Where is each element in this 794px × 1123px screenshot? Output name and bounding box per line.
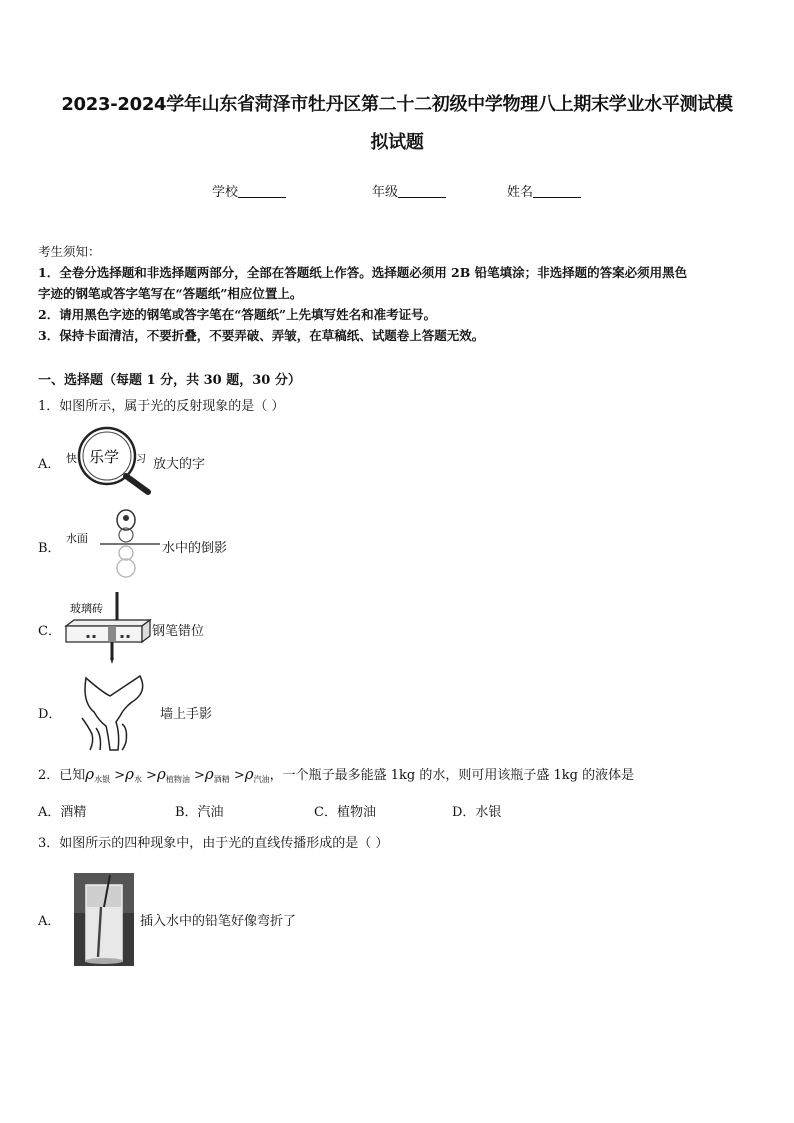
- rho-sub-mercury: 水银: [94, 775, 111, 784]
- q2-option-d[interactable]: D．水银: [452, 805, 502, 820]
- fig-text-lexue: 乐学: [89, 448, 120, 466]
- question-2-stem: [38, 764, 634, 785]
- rho-symbol: ρ: [125, 765, 134, 783]
- grade-label: 年级: [372, 185, 399, 200]
- q1-option-b-letter[interactable]: B．: [38, 541, 61, 556]
- exam-title-line2: 拟试题: [370, 132, 424, 153]
- exam-title-line1: 2023-2024学年山东省菏泽市牡丹区第二十二初级中学物理八上期末学业水平测试模: [61, 94, 733, 115]
- hand-shadow-figure: [62, 672, 162, 752]
- rho-sub-oil: 植物油: [165, 775, 190, 784]
- glass-brick-figure: [62, 590, 152, 664]
- question-1-stem: 1．如图所示，属于光的反射现象的是（ ）: [38, 399, 285, 414]
- notice-item: 1．全卷分选择题和非选择题两部分，全部在答题纸上作答。选择题必须用 2B 铅笔填涂；非选择题的答案必须用黑色: [38, 265, 688, 280]
- q2-suffix: ，一个瓶子最多能盛 1kg 的水，则可用该瓶子盛 1kg 的液体是: [269, 768, 635, 783]
- exam-notice: [38, 241, 758, 346]
- school-label: 学校: [212, 185, 239, 200]
- svg-text:▪ ▪: ▪ ▪: [86, 633, 97, 640]
- notice-heading: 考生须知：: [38, 244, 101, 259]
- rho-symbol: ρ: [85, 765, 95, 783]
- water-reflection-figure: [62, 504, 162, 580]
- notice-item: 字迹的钢笔或答字笔写在“答题纸”相应位置上。: [38, 286, 303, 301]
- pencil-in-water-photo: [74, 873, 134, 966]
- q3-option-a-caption: 插入水中的铅笔好像弯折了: [140, 914, 297, 929]
- q2-prefix: 2．已知: [38, 768, 86, 783]
- rho-sub-water: 水: [133, 775, 142, 784]
- gt-sign: >: [233, 768, 245, 783]
- magnifier-figure: [62, 424, 152, 496]
- fig-text-glass-brick: 玻璃砖: [70, 602, 103, 615]
- q1-option-a-caption: 放大的字: [153, 457, 206, 472]
- fig-text-water-surface: 水面: [66, 532, 88, 545]
- fig-text-xi: 习: [136, 454, 146, 465]
- rho-symbol: ρ: [244, 765, 254, 783]
- question-3-stem: 3．如图所示的四种现象中，由于光的直线传播形成的是（ ）: [38, 836, 389, 851]
- notice-item: 2．请用黑色字迹的钢笔或答字笔在“答题纸”上先填写姓名和准考证号。: [38, 307, 437, 322]
- section-title: 一、选择题（每题 1 分，共 30 题，30 分）: [38, 373, 301, 388]
- notice-item: 3．保持卡面清洁，不要折叠，不要弄破、弄皱，在草稿纸、试题卷上答题无效。: [38, 328, 485, 343]
- q1-option-a-letter[interactable]: A．: [38, 457, 61, 472]
- q1-option-b-caption: 水中的倒影: [162, 541, 228, 556]
- rho-sub-gasoline: 汽油: [253, 775, 270, 784]
- q1-option-c-caption: 钢笔错位: [152, 624, 205, 639]
- name-blank[interactable]: [533, 185, 581, 198]
- school-field[interactable]: [212, 181, 286, 200]
- q2-option-a[interactable]: A．酒精: [38, 805, 87, 820]
- q2-option-b[interactable]: B．汽油: [175, 805, 224, 820]
- svg-text:▪ ▪: ▪ ▪: [120, 633, 131, 640]
- q1-option-d-caption: 墙上手影: [160, 707, 213, 722]
- gt-sign: >: [114, 768, 126, 783]
- rho-symbol: ρ: [204, 765, 214, 783]
- q3-option-a-letter[interactable]: A．: [38, 914, 61, 929]
- grade-blank[interactable]: [398, 185, 446, 198]
- fig-text-kuai: 快: [66, 452, 77, 465]
- q1-option-c-letter[interactable]: C．: [38, 624, 61, 639]
- rho-symbol: ρ: [157, 765, 166, 783]
- rho-sub-alcohol: 酒精: [213, 775, 230, 784]
- name-field[interactable]: [507, 181, 581, 200]
- school-blank[interactable]: [238, 185, 286, 198]
- grade-field[interactable]: [372, 181, 446, 200]
- q2-option-c[interactable]: C．植物油: [314, 805, 376, 820]
- gt-sign: >: [194, 768, 205, 783]
- name-label: 姓名: [507, 185, 534, 200]
- q1-option-d-letter[interactable]: D．: [38, 707, 62, 722]
- gt-sign: >: [146, 768, 158, 783]
